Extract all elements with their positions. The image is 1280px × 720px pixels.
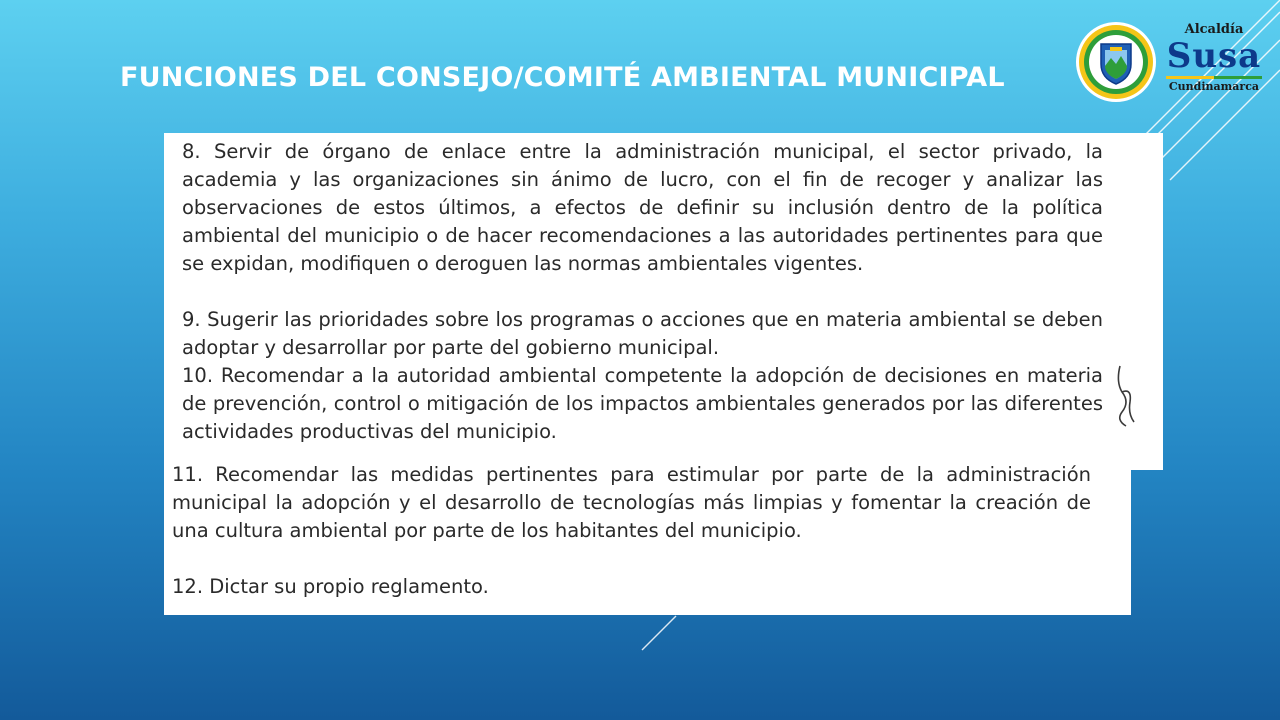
function-item-10: 10. Recomendar a la autoridad ambiental competente la adopción de decisiones en materia de prevención, control o mitigación de los impactos ambientales generados por las diferentes actividades productivas del municipio. xyxy=(182,364,1103,443)
function-item-12: 12. Dictar su propio reglamento. xyxy=(172,575,489,598)
alcaldia-susa-logo xyxy=(1074,18,1270,106)
municipal-shield-icon xyxy=(1074,20,1158,104)
function-item-8: 8. Servir de órgano de enlace entre la administración municipal, el sector privado, la academia y las organizaciones sin ánimo de lucro, con el fin de recoger y analizar las observaciones de estos últimos, a efectos de definir su inclusión dentro de la política ambiental del municipio o de hacer recomendaciones a las autoridades pertinentes para que se expidan, modifiquen o deroguen las normas ambientales vigentes. xyxy=(182,140,1103,275)
document-scan-top xyxy=(164,133,1163,470)
function-item-11: 11. Recomendar las medidas pertinentes para estimular por parte de la administración municipal la adopción y el desarrollo de tecnologías más limpias y fomentar la creación de una cultura ambiental por parte de los habitantes del municipio. xyxy=(172,463,1091,542)
document-scan-bottom xyxy=(164,457,1131,615)
function-item-9: 9. Sugerir las prioridades sobre los programas o acciones que en materia ambiental se deben adoptar y desarrollar por parte del gobierno municipal. xyxy=(182,308,1103,359)
slide-title: FUNCIONES DEL CONSEJO/COMITÉ AMBIENTAL MUNICIPAL xyxy=(120,62,1005,93)
logo-color-stripe xyxy=(1166,76,1262,79)
logo-municipality-name: Susa xyxy=(1166,36,1262,76)
logo-alcaldia-label: Alcaldía xyxy=(1184,22,1244,37)
logo-region-label: Cundinamarca xyxy=(1168,80,1260,93)
handwritten-signature-mark xyxy=(1108,362,1142,430)
